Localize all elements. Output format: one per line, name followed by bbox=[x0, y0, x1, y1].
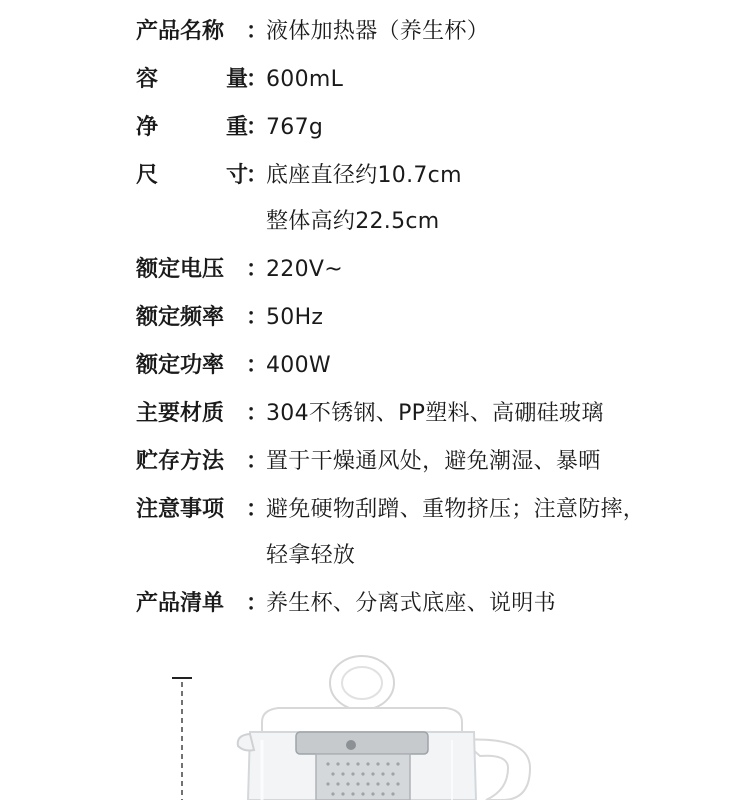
colon: ： bbox=[246, 497, 269, 522]
label-char: 容 bbox=[136, 67, 159, 92]
spec-label bbox=[136, 490, 248, 530]
spec-label bbox=[136, 156, 248, 196]
spec-value: 220V~ bbox=[266, 257, 343, 282]
height-dimension-line bbox=[172, 678, 192, 800]
label-text: 额定电压 bbox=[136, 257, 225, 282]
spec-label bbox=[136, 584, 248, 624]
label-text: 额定功率 bbox=[136, 353, 225, 378]
spec-value: 液体加热器（养生杯） bbox=[266, 19, 490, 44]
spec-label bbox=[136, 60, 248, 100]
colon: ： bbox=[246, 305, 269, 330]
colon: ： bbox=[246, 401, 269, 426]
spec-value: 置于干燥通风处，避免潮湿、暴晒 bbox=[266, 449, 601, 474]
colon: ： bbox=[246, 591, 269, 616]
label-char: 净 bbox=[136, 115, 159, 140]
label-text: 贮存方法 bbox=[136, 449, 225, 474]
colon: ： bbox=[246, 163, 269, 188]
label-char: 尺 bbox=[136, 163, 159, 188]
label-text: 额定频率 bbox=[136, 305, 225, 330]
label-char: 寸 bbox=[225, 163, 248, 188]
colon: ： bbox=[246, 449, 269, 474]
label-text: 产品清单 bbox=[136, 591, 225, 616]
spec-label bbox=[136, 298, 248, 338]
spec-label bbox=[136, 12, 248, 52]
spec-value: 400W bbox=[266, 353, 331, 378]
spec-label bbox=[136, 442, 248, 482]
colon: ： bbox=[246, 353, 269, 378]
spec-value: 50Hz bbox=[266, 305, 324, 330]
spec-value: 600mL bbox=[266, 67, 344, 92]
spec-value: 养生杯、分离式底座、说明书 bbox=[266, 591, 556, 616]
spec-value: 304不锈钢、PP塑料、高硼硅玻璃 bbox=[266, 401, 604, 426]
colon: ： bbox=[246, 115, 269, 140]
kettle-photo bbox=[0, 640, 750, 800]
infuser-icon bbox=[296, 732, 428, 800]
spec-label bbox=[136, 394, 248, 434]
lid bbox=[262, 708, 462, 732]
label-char: 量 bbox=[225, 67, 248, 92]
spec-label bbox=[136, 108, 248, 148]
label-text: 产品名称 bbox=[136, 19, 225, 44]
colon: ： bbox=[246, 67, 269, 92]
spec-value: 底座直径约10.7cm bbox=[266, 163, 462, 188]
colon: ： bbox=[246, 19, 269, 44]
colon: ： bbox=[246, 257, 269, 282]
spec-value: 避免硬物刮蹭、重物挤压；注意防摔， bbox=[266, 497, 646, 522]
spout bbox=[238, 734, 254, 751]
lid-knob-icon bbox=[330, 656, 394, 710]
label-char: 重 bbox=[225, 115, 248, 140]
label-text: 主要材质 bbox=[136, 401, 225, 426]
spec-value: 767g bbox=[266, 115, 324, 140]
spec-value: 轻拿轻放 bbox=[266, 543, 356, 568]
spec-label bbox=[136, 346, 248, 386]
spec-label bbox=[136, 250, 248, 290]
label-text: 注意事项 bbox=[136, 497, 225, 522]
spec-value: 整体高约22.5cm bbox=[266, 209, 440, 234]
